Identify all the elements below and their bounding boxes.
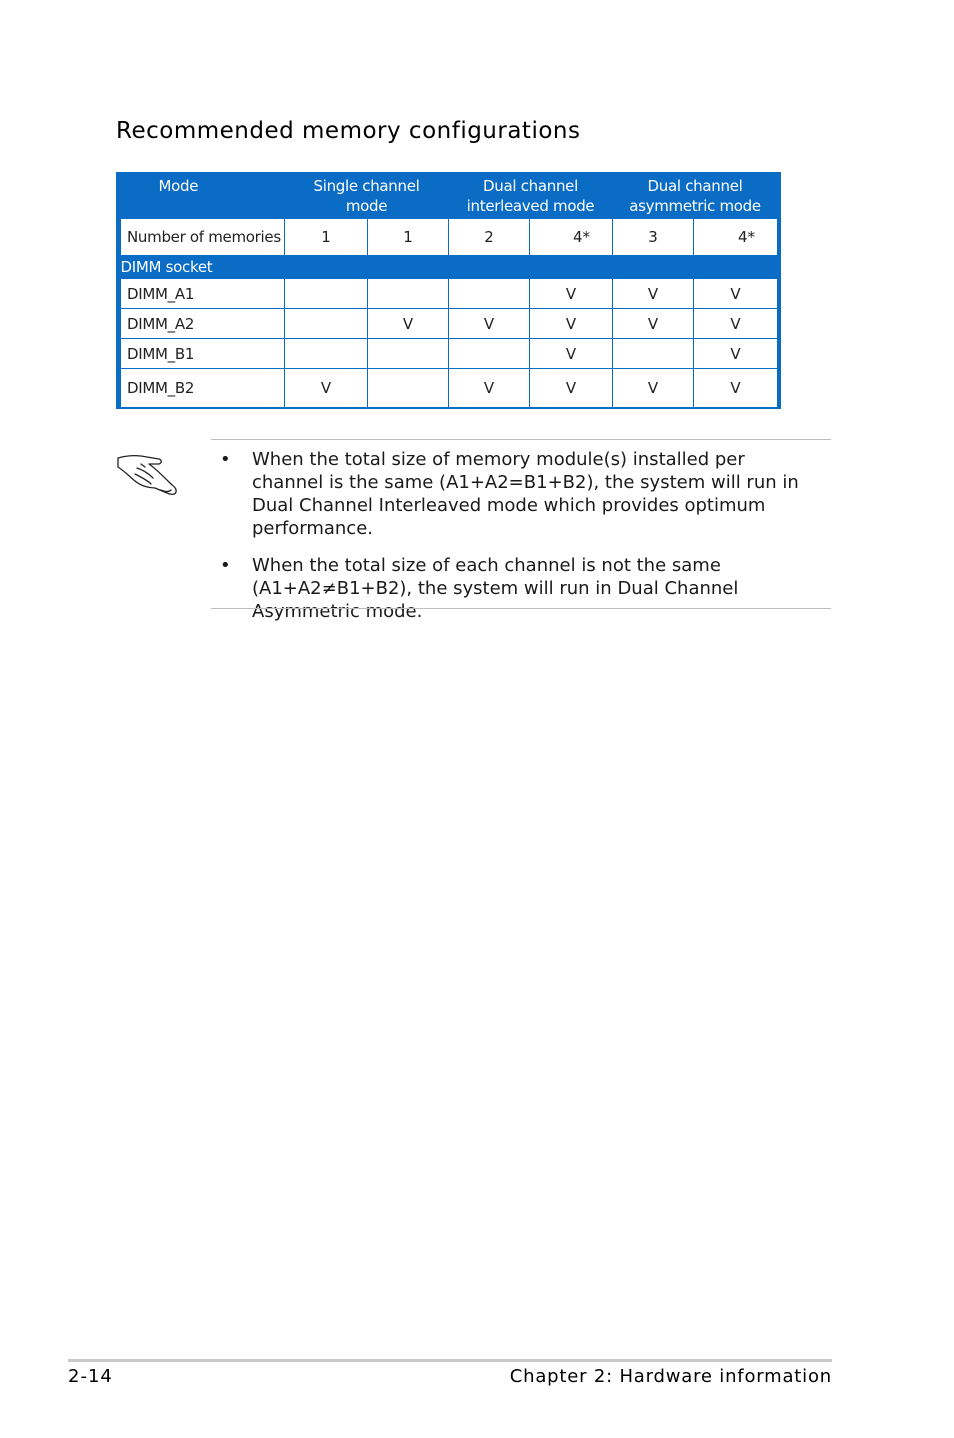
row-label: DIMM_A2	[121, 309, 285, 339]
cell: V	[530, 339, 613, 369]
cell	[368, 339, 449, 369]
cell	[449, 339, 530, 369]
table-row	[121, 309, 778, 339]
cell	[285, 339, 368, 369]
row-label: Number of memories	[121, 219, 285, 256]
dimm-socket-label: DIMM socket	[120, 258, 213, 276]
cell: V	[694, 279, 778, 309]
header-single-channel	[285, 176, 449, 219]
cell	[368, 279, 449, 309]
cell: V	[613, 309, 694, 339]
cell	[449, 279, 530, 309]
note-text: When the total size of each channel is not the same (A1+A2≠B1+B2), the system will run in Dual Channel Asymmetric mode.	[252, 555, 739, 622]
cell: V	[694, 339, 778, 369]
cell	[613, 339, 694, 369]
header-interleaved-line2: interleaved mode	[466, 197, 595, 215]
cell: 1	[285, 219, 368, 256]
table-row	[121, 369, 778, 408]
page-number: 2-14	[68, 1366, 113, 1387]
row-label: DIMM_B2	[121, 369, 285, 408]
section-title: Recommended memory configurations	[116, 118, 581, 144]
header-asymmetric-line1: Dual channel	[647, 177, 743, 195]
cell	[368, 369, 449, 408]
cell: V	[530, 309, 613, 339]
table-row	[121, 339, 778, 369]
row-label: DIMM_A1	[121, 279, 285, 309]
cell	[285, 279, 368, 309]
cell: V	[613, 279, 694, 309]
header-dual-asymmetric	[613, 176, 778, 219]
cell: V	[449, 369, 530, 408]
cell: 4*	[530, 219, 613, 256]
row-label: DIMM_B1	[121, 339, 285, 369]
note-divider-bottom	[211, 608, 831, 609]
list-item	[220, 448, 820, 540]
dimm-socket-row	[121, 256, 778, 279]
cell: V	[613, 369, 694, 408]
header-row	[121, 176, 778, 219]
cell: V	[368, 309, 449, 339]
chapter-title: Chapter 2: Hardware information	[509, 1366, 832, 1387]
header-single-line1: Single channel	[313, 177, 420, 195]
memory-config-table	[116, 172, 781, 409]
pointing-hand-icon	[115, 450, 179, 496]
cell: V	[694, 369, 778, 408]
list-item	[220, 554, 820, 623]
memory-config-grid	[120, 176, 778, 408]
header-interleaved-line1: Dual channel	[483, 177, 578, 195]
header-mode: Mode	[158, 177, 199, 195]
header-single-line2: mode	[345, 197, 388, 215]
cell: 2	[449, 219, 530, 256]
table-row	[121, 279, 778, 309]
cell: V	[530, 279, 613, 309]
cell: V	[530, 369, 613, 408]
footer-divider	[68, 1359, 832, 1362]
bullet: •	[220, 555, 231, 576]
note-divider-top	[211, 439, 831, 440]
note-text: When the total size of memory module(s) installed per channel is the same (A1+A2=B1+B2), the system will run in Dual Channel Interleaved mode which provides optimum performance.	[252, 449, 799, 539]
cell: V	[694, 309, 778, 339]
cell: V	[285, 369, 368, 408]
number-of-memories-row	[121, 219, 778, 256]
header-dual-interleaved	[449, 176, 613, 219]
cell: 3	[613, 219, 694, 256]
cell: 4*	[694, 219, 778, 256]
cell: V	[449, 309, 530, 339]
cell: 1	[368, 219, 449, 256]
bullet: •	[220, 449, 231, 470]
cell	[285, 309, 368, 339]
header-asymmetric-line2: asymmetric mode	[629, 197, 761, 215]
